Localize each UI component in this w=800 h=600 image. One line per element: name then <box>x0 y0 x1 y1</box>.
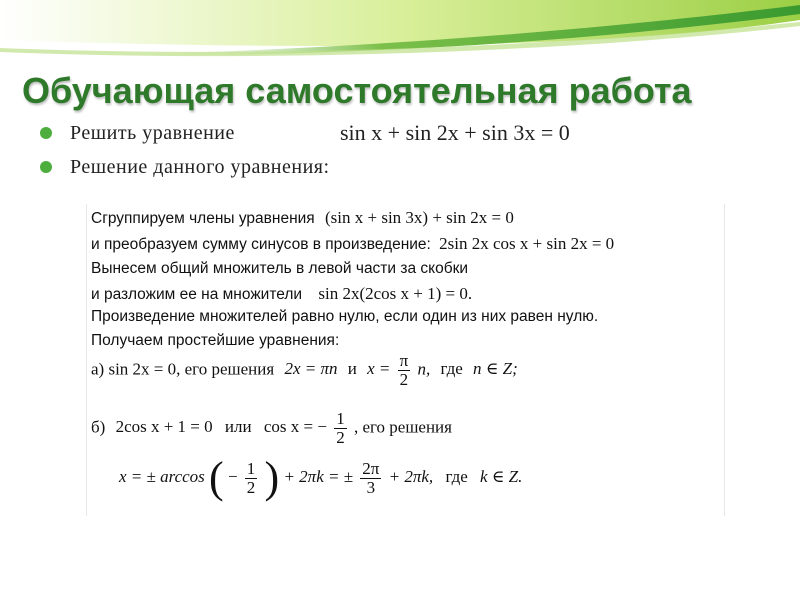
solution-math: (sin x + sin 3x) + sin 2x = 0 <box>325 208 514 227</box>
solution-text: Получаем простейшие уравнения: <box>91 332 340 349</box>
fraction-denominator: 3 <box>366 477 376 497</box>
fraction-numerator: 1 <box>246 458 256 478</box>
solution-text: Произведение множителей равно нулю, если один из них равен нулю. <box>91 308 599 325</box>
fraction <box>398 352 411 389</box>
fraction-denominator: 2 <box>336 428 345 447</box>
bullet-solution <box>40 152 330 186</box>
fraction-numerator: π <box>399 351 409 370</box>
fraction-denominator: 2 <box>399 370 409 389</box>
solution-line-5 <box>91 308 598 326</box>
solution-math: 2sin 2x cos x + sin 2x = 0 <box>439 234 615 253</box>
fraction <box>360 460 381 497</box>
solution-line-7 <box>91 352 518 389</box>
solution-text: и преобразуем сумму синусов в произведение: <box>91 236 431 253</box>
solution-line-1 <box>91 208 514 228</box>
solution-line-8 <box>91 410 452 447</box>
final-mid: + 2πk = ± <box>283 466 354 486</box>
case-b-eq2-left: cos x = − <box>263 417 327 437</box>
fraction-denominator: 2 <box>246 477 256 497</box>
solution-line-4 <box>91 284 472 304</box>
final-condition: k ∈ Z. <box>480 466 523 486</box>
fraction-numerator: 2π <box>362 458 380 478</box>
solution-image <box>86 204 725 516</box>
bullet-list <box>40 118 570 186</box>
case-a-condition: n ∈ Z; <box>473 359 518 379</box>
case-b-or: или <box>224 417 252 437</box>
solution-line-3 <box>91 260 468 278</box>
solution-line-9 <box>119 453 523 502</box>
final-where: где <box>445 466 468 486</box>
solution-text: Сгруппируем члены уравнения <box>91 210 315 227</box>
fraction <box>334 410 347 447</box>
case-a-eq1: 2x = πn <box>284 359 338 379</box>
solution-line-2 <box>91 234 614 254</box>
bullet-solution-text: Решение данного уравнения: <box>70 156 330 178</box>
final-inner-sign: − <box>227 466 238 486</box>
bullet-task <box>40 118 570 152</box>
header-decoration <box>0 0 800 70</box>
case-a-eq2-left: x = <box>367 359 391 379</box>
fraction-numerator: 1 <box>336 409 345 428</box>
bullet-dot-icon <box>40 127 52 139</box>
case-a-eq2-right: n, <box>417 359 431 379</box>
case-a-prefix: а) sin 2x = 0, его решения <box>91 359 275 379</box>
open-paren: ( <box>209 453 224 502</box>
close-paren: ) <box>264 453 280 502</box>
solution-text: и разложим ее на множители <box>91 286 303 303</box>
fraction <box>245 460 258 497</box>
bullet-dot-icon <box>40 161 52 173</box>
case-b-prefix: б) <box>91 417 106 437</box>
case-b-suffix: , его решения <box>353 417 452 437</box>
final-left: x = ± arccos <box>119 466 205 486</box>
task-equation: sin x + sin 2x + sin 3x = 0 <box>340 120 570 145</box>
solution-math: sin 2x(2cos x + 1) = 0. <box>318 284 473 303</box>
case-a-where: где <box>440 359 463 379</box>
bullet-task-text: Решить уравнение <box>70 122 235 144</box>
slide-title: Обучающая самостоятельная работа <box>22 70 692 111</box>
solution-line-6 <box>91 332 339 350</box>
case-a-and: и <box>347 359 357 379</box>
final-right: + 2πk, <box>388 466 434 486</box>
case-b-eq1: 2cos x + 1 = 0 <box>115 417 213 437</box>
solution-text: Вынесем общий множитель в левой части за скобки <box>91 260 469 277</box>
